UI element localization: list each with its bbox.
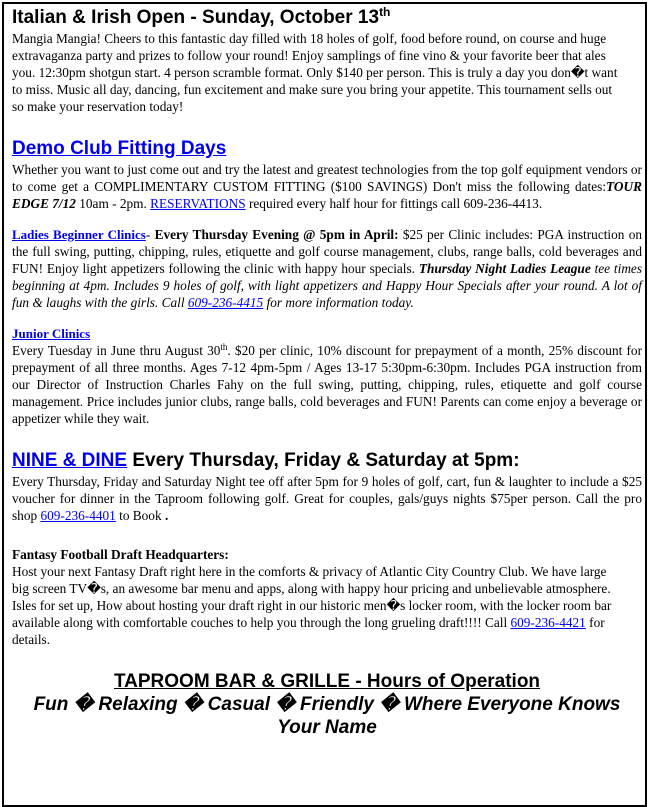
demo-title[interactable]: Demo Club Fitting Days [12, 138, 227, 159]
italian-irish-body: Mangia Mangia! Cheers to this fantastic day filled with 18 holes of golf, food before round, on course and huge extravaganza party and prizes to follow your round! Enjoy samplings of fine vino & your favorite beer that ales you. 12:30pm shotgun start. 4 person scramble format. Only $140 per person. This is truly a day you don�t want to miss. Music all day, dancing, fun excitement and make sure you bring your appetite. This tournament sells out so make your reservation today! [12, 31, 618, 114]
italian-irish-title-text: Italian & Irish Open - Sunday, October 13 [12, 7, 380, 28]
italian-irish-title-sup: th [379, 5, 391, 19]
demo-body-a: Whether you want to just come out and try the latest and greatest technologies from the top golf equipment vendors or to come get a COMPLIMENTARY CUSTOM FITTING ($100 SAVINGS) Don't miss the following dates: [12, 162, 642, 194]
junior-title-link[interactable]: Junior Clinics [12, 326, 91, 341]
fantasy-body [12, 563, 624, 648]
ladies-body [12, 226, 642, 311]
junior-body [12, 342, 642, 427]
ladies-title-link[interactable]: Ladies Beginner Clinics [12, 227, 146, 242]
demo-date: TOUR EDGE 7/12 [12, 179, 642, 211]
italian-irish-title [12, 6, 642, 30]
nine-dine-phone-link[interactable]: 609-236-4401 [40, 508, 116, 523]
ladies-dash: - [145, 227, 155, 242]
nine-dine-title [12, 449, 642, 473]
demo-section [12, 137, 642, 212]
demo-body-b: 10am - 2pm. [75, 196, 151, 211]
taproom-section [12, 670, 642, 739]
taproom-title: TAPROOM BAR & GRILLE - Hours of Operation [113, 671, 541, 692]
italian-irish-section [12, 6, 642, 115]
ladies-schedule: Every Thursday Evening @ 5pm in April: [154, 227, 399, 242]
junior-body-b: . $20 per clinic, 10% discount for prepayment of a month, 25% discount for prepayment of all three months. Ages 7-12 4pm-5pm / Ages 13-17 5:30pm-6:30pm. Includes PGA instruction from our Director of Instruction Charles Fahy on the full swing, putting, chipping, rules, etiquette and golf course management. Price includes junior clubs, range balls, cold beverages and FUN! Parents can come enjoy a beverage or appetizer while they wait. [12, 343, 642, 426]
ladies-league: Thursday Night Ladies League [418, 261, 591, 276]
nine-dine-body [12, 473, 642, 524]
ladies-phone-link[interactable]: 609-236-4415 [187, 295, 264, 310]
junior-section [12, 325, 642, 427]
nine-dine-section [12, 449, 642, 524]
fantasy-body-a: Host your next Fantasy Draft right here in the comforts & privacy of Atlantic City Country Club. We have large big screen TV�s, an awesome bar menu and apps, along with happy hour pricing and unbelievable atmosphere. Isles for set up, How about hosting your draft right in our historic men�s locker room, with the locker room bar available along with comfortable couches to help you through the long grueling draft!!!! Call [12, 564, 612, 630]
ladies-body-a: $25 per Clinic includes: PGA instruction on the full swing, putting, chipping, rules, etiquette and golf course management, clubs, range balls, cold beverages and FUN! Enjoy light appetizers following the clinic with happy hour specials. [12, 227, 642, 276]
fantasy-section [12, 546, 642, 648]
ladies-section [12, 226, 642, 311]
junior-body-a: Every Tuesday in June thru August 30 [12, 343, 221, 358]
junior-body-sup: th [220, 342, 228, 352]
taproom-subtitle: Fun � Relaxing � Casual � Friendly � Where Everyone Knows Your Name [33, 694, 621, 738]
fantasy-phone-link[interactable]: 609-236-4421 [510, 615, 586, 630]
nine-dine-period: . [164, 508, 169, 523]
nine-dine-body-a: Every Thursday, Friday and Saturday Night tee off after 5pm for 9 holes of golf, cart, fun & laughter to include a $25 voucher for dinner in the Taproom following golf. Great for couples, gals/guys nights $75per person. Call the pro shop [12, 474, 642, 523]
page-content [12, 6, 642, 739]
nine-dine-link[interactable]: NINE & DINE [12, 450, 128, 471]
fantasy-title: Fantasy Football Draft Headquarters: [12, 547, 229, 562]
ladies-body-c: for more information today. [263, 295, 414, 310]
nine-dine-body-b: to Book [115, 508, 165, 523]
demo-body-c: required every half hour for fittings call 609-236-4413. [245, 196, 543, 211]
nine-dine-title-rest: Every Thursday, Friday & Saturday at 5pm: [127, 450, 520, 471]
ladies-body-b: tee times beginning at 4pm. Includes 9 holes of golf, with light appetizers and Happy Hour Specials after your round. A lot of fun & laughs with the girls. Call [12, 261, 643, 310]
reservations-link[interactable]: RESERVATIONS [150, 196, 246, 211]
demo-body [12, 161, 642, 212]
fantasy-body-b: for details. [12, 615, 605, 647]
